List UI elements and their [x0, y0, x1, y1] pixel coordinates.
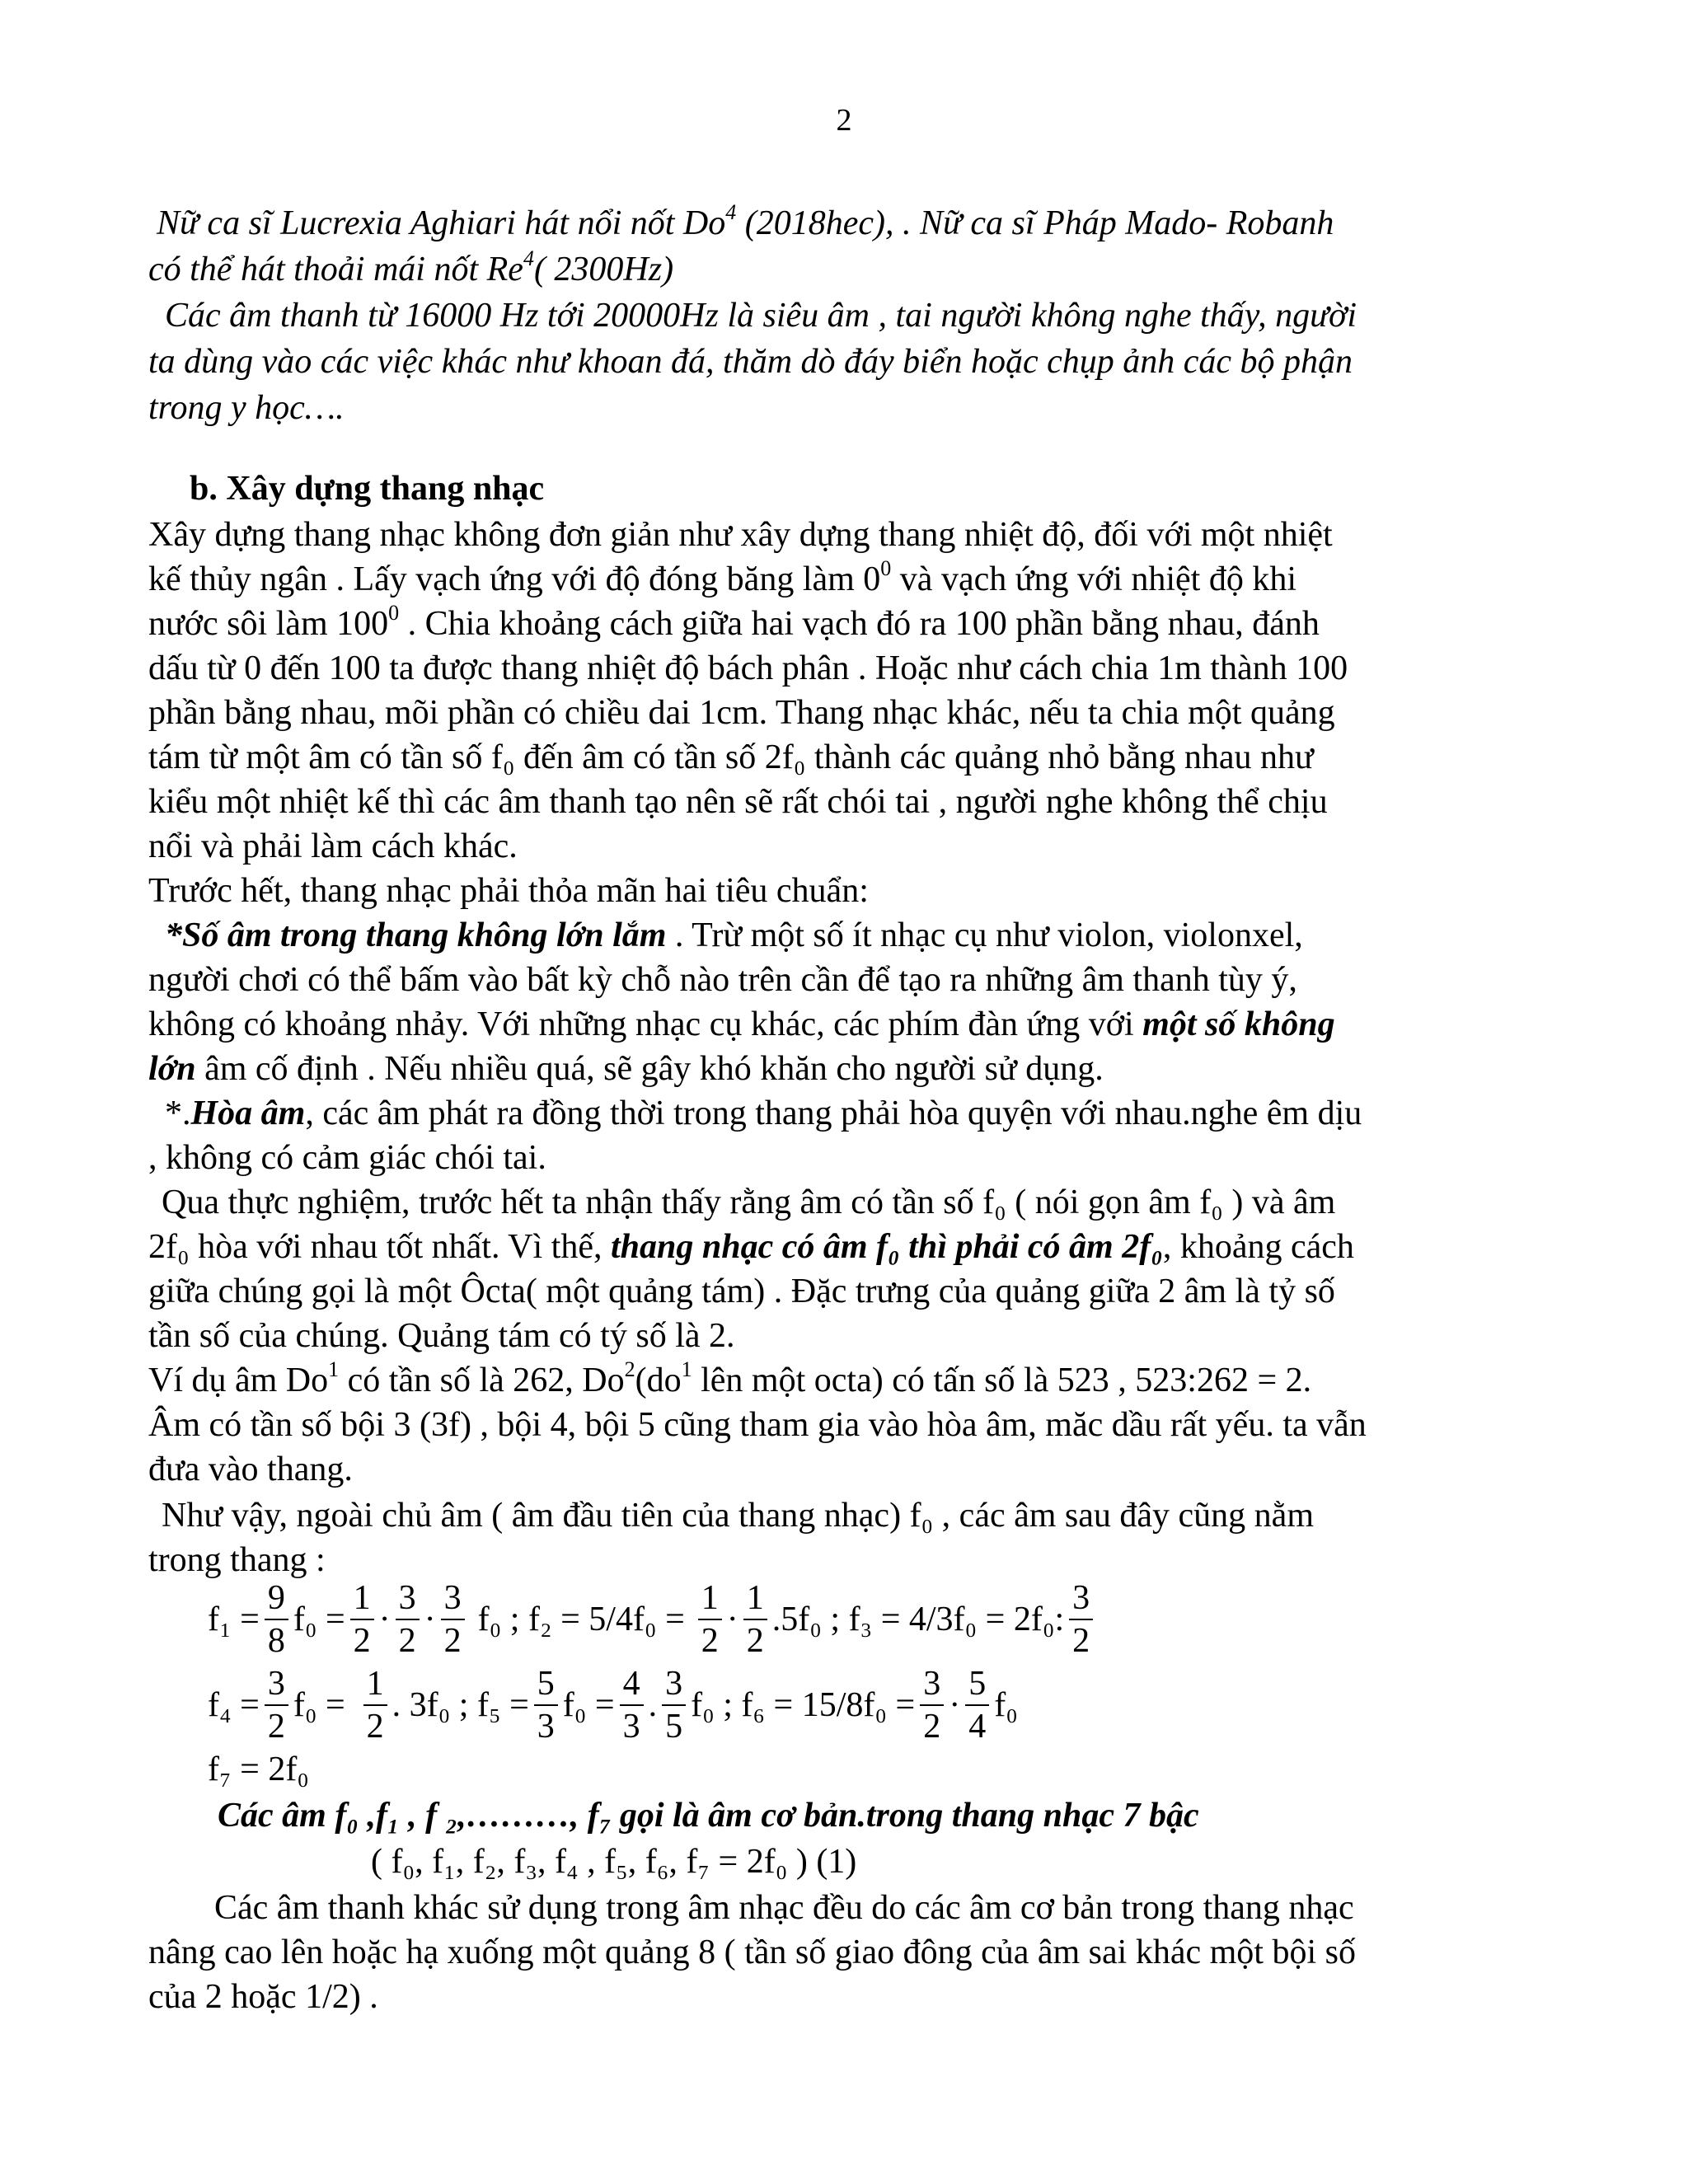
text-line: nâng cao lên hoặc hạ xuống một quảng 8 ( tần số giao đông của âm sai khác một bội số	[148, 1933, 1356, 1971]
text-line: Các âm thanh khác sử dụng trong âm nhạc đều do các âm cơ bản trong thang nhạc	[214, 1889, 1354, 1927]
text-line: lớn âm cố định . Nếu nhiều quá, sẽ gây khó khăn cho người sử dụng.	[148, 1050, 1104, 1088]
formula-f1-f3: f₁ = $\frac{9}{8}$ f₀ = $\frac{1}{2}$ · 3 2 · 3 2 f₀ ; f₂ = 5/4f₀ = 1 2 · 1 2 .5f₀ ; f₃ = 4/3f₀ = 2f₀: 3 2	[208, 1581, 1098, 1658]
text-line: người chơi có thể bấm vào bất kỳ chỗ nào trên cần để tạo ra những âm thanh tùy ý,	[148, 961, 1297, 999]
text-line: kiểu một nhiệt kế thì các âm thanh tạo nên sẽ rất chói tai , người nghe không thể chịu	[148, 783, 1328, 821]
basic-tones-list: ( f₀, f₁, f₂, f₃, f₄ , f₅, f₆, f₇ = 2f₀ ) (1)	[371, 1843, 857, 1881]
text-line: của 2 hoặc 1/2) .	[148, 1978, 378, 2016]
text-line: Ví dụ âm Do$^1$ có tần số là 262, $Do^2(do^1$ lên một octa) có tấn số là 523 , 523:262 = 2.	[148, 1357, 1312, 1399]
text-line: ta dùng vào các việc khác như khoan đá, thăm dò đáy biển hoặc chụp ảnh các bộ phận	[148, 343, 1353, 381]
text-line: phần bằng nhau, mõi phần có chiều dai 1cm. Thang nhạc khác, nếu ta chia một quảng	[148, 694, 1335, 732]
text-line: trong y học….	[148, 389, 345, 427]
text-line: kế thủy ngân . Lấy vạch ứng với độ đóng băng làm $0^0$ và vạch ứng với nhiệt độ khi	[148, 556, 1297, 598]
text-line: nổi và phải làm cách khác.	[148, 827, 518, 865]
text-line: Qua thực nghiệm, trước hết ta nhận thấy rằng âm có tần số f₀ ( nói gọn âm f₀ ) và âm	[162, 1183, 1336, 1221]
text-line: 2f₀ hòa với nhau tốt nhất. Vì thế, thang nhạc có âm f₀ thì phải có âm 2f₀, khoảng cách	[148, 1228, 1354, 1266]
text-line: không có khoảng nhảy. Với những nhạc cụ khác, các phím đàn ứng với một số không	[148, 1005, 1335, 1043]
page-number: 2	[836, 103, 852, 138]
basic-tones-statement: Các âm f₀ ,f₁ , f ₂,………, f₇ gọi là âm cơ bản.trong thang nhạc 7 bậc	[218, 1797, 1199, 1835]
section-heading: b. Xây dựng thang nhạc	[190, 470, 545, 508]
text-line: Như vậy, ngoài chủ âm ( âm đầu tiên của thang nhạc) f₀ , các âm sau đây cũng nằm	[162, 1497, 1314, 1535]
criterion-line: *.Hòa âm, các âm phát ra đồng thời trong thang phải hòa quyện với nhau.nghe êm dịu	[165, 1094, 1362, 1132]
text-line: , không có cảm giác chói tai.	[148, 1139, 546, 1177]
text-line: trong thang :	[148, 1541, 326, 1579]
text-line: Âm có tần số bội 3 (3f) , bội 4, bội 5 cũng tham gia vào hòa âm, măc dầu rất yếu. ta vẫn	[148, 1406, 1367, 1444]
text-line: đưa vào thang.	[148, 1451, 353, 1488]
text-line: Trước hết, thang nhạc phải thỏa mãn hai tiêu chuẩn:	[148, 872, 869, 910]
text-line: tám từ một âm có tần số f₀ đến âm có tần số 2f₀ thành các quảng nhỏ bằng nhau như	[148, 738, 1314, 776]
text-line: Các âm thanh từ 16000 Hz tới 20000Hz là siêu âm , tai người không nghe thấy, người	[165, 297, 1357, 335]
text-line: Nữ ca sĩ Lucrexia Aghiari hát nổi nốt Do$^4$ (2018hec), . Nữ ca sĩ Pháp Mado- Robanh	[157, 200, 1334, 242]
text-line: tần số của chúng. Quảng tám có tý số là 2.	[148, 1317, 735, 1355]
formula-f7: f₇ = 2f₀	[208, 1750, 309, 1788]
text-line: Xây dựng thang nhạc không đơn giản như xây dựng thang nhiệt độ, đối với một nhiệt	[148, 516, 1333, 554]
text-line: giữa chúng gọi là một Ôcta( một quảng tám) . Đặc trưng của quảng giữa 2 âm là tỷ số	[148, 1272, 1335, 1310]
text-line: có thể hát thoải mái nốt Re$^4$( 2300Hz)	[148, 246, 674, 288]
text-line: dấu từ 0 đến 100 ta được thang nhiệt độ bách phân . Hoặc như cách chia 1m thành 100	[148, 649, 1348, 687]
formula-f4-f6: f₄ = $\frac{3}{2}$ f₀ = 1 2 . 3f₀ ; f₅ = $\frac{5}{3}$ f₀ = $\frac{4}{3}$ . 3 5 f₀ ; f₆ = 15/8f₀ = $\frac{3}{2}$ · 5 4 f₀	[208, 1665, 1018, 1746]
criterion-line: *Số âm trong thang không lớn lắm . Trừ một số ít nhạc cụ như violon, violonxel,	[165, 916, 1303, 954]
text-line: nước sôi làm $100^0$ . Chia khoảng cách giữa hai vạch đó ra 100 phần bằng nhau, đánh	[148, 601, 1320, 643]
